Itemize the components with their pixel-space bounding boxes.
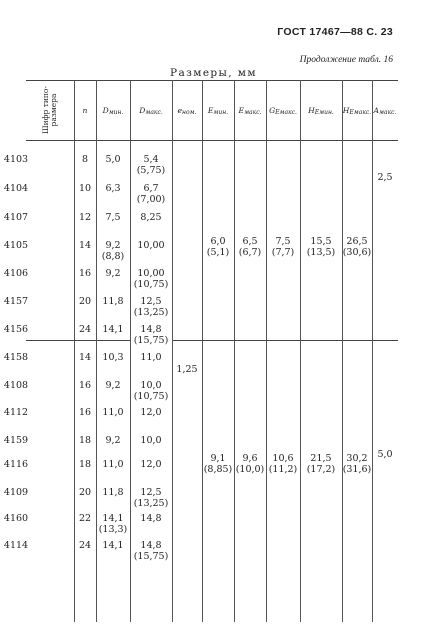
cell-dmax: 6,7 (7,00) xyxy=(136,183,166,205)
cell-dmin: 11,8 xyxy=(102,487,124,498)
cell-n: 20 xyxy=(78,296,92,307)
cell-dmin: 9,2 (8,8) xyxy=(101,240,125,262)
cell-hemax: 30,2 (31,6) xyxy=(342,453,372,475)
row-code: 4159 xyxy=(3,435,29,446)
row-code: 4104 xyxy=(3,183,29,194)
cell-dmax: 12,0 xyxy=(140,407,162,418)
cell-dmin: 5,0 xyxy=(105,154,121,165)
group-split-rule-right xyxy=(172,340,398,341)
cell-dmin: 11,0 xyxy=(102,407,124,418)
cell-dmax: 10,00 (10,75) xyxy=(133,268,169,290)
cell-dmin: 11,8 xyxy=(102,296,124,307)
column-header: $H_{Eмин.}$ xyxy=(308,106,334,116)
cell-dmax: 10,0 xyxy=(140,435,162,446)
column-rule xyxy=(300,80,301,622)
column-header: $D_{макс.}$ xyxy=(139,106,163,116)
cell-amax: 5,0 xyxy=(377,449,393,460)
cell-n: 24 xyxy=(78,324,92,335)
cell-n: 10 xyxy=(78,183,92,194)
cell-emin: 9,1 (8,85) xyxy=(203,453,233,475)
cell-enom: 1,25 xyxy=(176,364,198,375)
row-code: 4156 xyxy=(3,324,29,335)
row-code: 4116 xyxy=(3,459,29,470)
cell-n: 24 xyxy=(78,540,92,551)
row-code: 4114 xyxy=(3,540,29,551)
table-caption: Размеры, мм xyxy=(170,67,257,79)
cell-n: 8 xyxy=(81,154,89,165)
column-rule xyxy=(372,80,373,622)
cell-dmax: 11,0 xyxy=(140,352,162,363)
column-rule xyxy=(266,80,267,622)
cell-dmax: 14,8 (15,75) xyxy=(133,540,169,562)
row-code: 4112 xyxy=(3,407,29,418)
cell-dmax: 12,5 (13,25) xyxy=(133,487,169,509)
column-header: n xyxy=(82,106,88,115)
cell-dmin: 10,3 xyxy=(102,352,124,363)
column-header: $A_{макс.}$ xyxy=(373,106,397,116)
cell-n: 22 xyxy=(78,513,92,524)
column-header: $G_{Eмакс.}$ xyxy=(269,106,297,116)
row-code: 4158 xyxy=(3,352,29,363)
cell-n: 14 xyxy=(78,352,92,363)
cell-dmax: 12,0 xyxy=(140,459,162,470)
column-header-code: Шифр типо-размера xyxy=(41,86,58,134)
column-header: $E_{мин.}$ xyxy=(207,106,229,116)
data-table xyxy=(26,80,398,622)
cell-dmax: 12,5 (13,25) xyxy=(133,296,169,318)
row-code: 4109 xyxy=(3,487,29,498)
group-split-rule-left xyxy=(26,340,130,341)
row-code: 4157 xyxy=(3,296,29,307)
cell-gemax: 10,6 (11,2) xyxy=(268,453,298,475)
cell-dmax: 10,0 (10,75) xyxy=(133,380,169,402)
row-code: 4103 xyxy=(3,154,29,165)
column-header: $e_{ном.}$ xyxy=(177,106,197,116)
cell-dmax: 8,25 xyxy=(140,212,162,223)
cell-emin: 6,0 (5,1) xyxy=(206,236,230,258)
column-header: $H_{Eмакс.}$ xyxy=(342,106,372,116)
cell-dmin: 9,2 xyxy=(105,268,121,279)
cell-amax: 2,5 xyxy=(377,172,393,183)
cell-dmax: 10,00 xyxy=(137,240,165,251)
cell-dmin: 14,1 (13,3) xyxy=(98,513,128,535)
column-rule xyxy=(234,80,235,622)
row-code: 4160 xyxy=(3,513,29,524)
column-rule xyxy=(202,80,203,622)
cell-hemax: 26,5 (30,6) xyxy=(342,236,372,258)
cell-gemax: 7,5 (7,7) xyxy=(271,236,295,258)
cell-n: 18 xyxy=(78,459,92,470)
cell-hemin: 21,5 (17,2) xyxy=(306,453,336,475)
column-header: $D_{мин.}$ xyxy=(102,106,124,116)
cell-dmin: 9,2 xyxy=(105,435,121,446)
cell-dmin: 7,5 xyxy=(105,212,121,223)
cell-emax: 6,5 (6,7) xyxy=(238,236,262,258)
cell-n: 20 xyxy=(78,487,92,498)
cell-n: 18 xyxy=(78,435,92,446)
row-code: 4108 xyxy=(3,380,29,391)
cell-dmax: 5,4 (5,75) xyxy=(136,154,166,176)
column-rule xyxy=(342,80,343,622)
continuation-label: Продолжение табл. 16 xyxy=(299,55,393,65)
cell-dmin: 11,0 xyxy=(102,459,124,470)
cell-n: 16 xyxy=(78,268,92,279)
row-code: 4107 xyxy=(3,212,29,223)
cell-n: 12 xyxy=(78,212,92,223)
cell-dmin: 6,3 xyxy=(105,183,121,194)
cell-dmin: 14,1 xyxy=(102,324,124,335)
cell-dmin: 14,1 xyxy=(102,540,124,551)
cell-emax: 9,6 (10,0) xyxy=(235,453,265,475)
column-header: $E_{макс.}$ xyxy=(238,106,262,116)
row-code: 4106 xyxy=(3,268,29,279)
column-rule xyxy=(172,80,173,622)
cell-n: 14 xyxy=(78,240,92,251)
cell-hemin: 15,5 (13,5) xyxy=(306,236,336,258)
cell-dmax: 14,8 xyxy=(140,513,162,524)
page-header: ГОСТ 17467—88 С. 23 xyxy=(277,26,393,38)
cell-dmax: 14,8 (15,75) xyxy=(133,324,169,346)
row-code: 4105 xyxy=(3,240,29,251)
cell-n: 16 xyxy=(78,380,92,391)
cell-n: 16 xyxy=(78,407,92,418)
cell-dmin: 9,2 xyxy=(105,380,121,391)
